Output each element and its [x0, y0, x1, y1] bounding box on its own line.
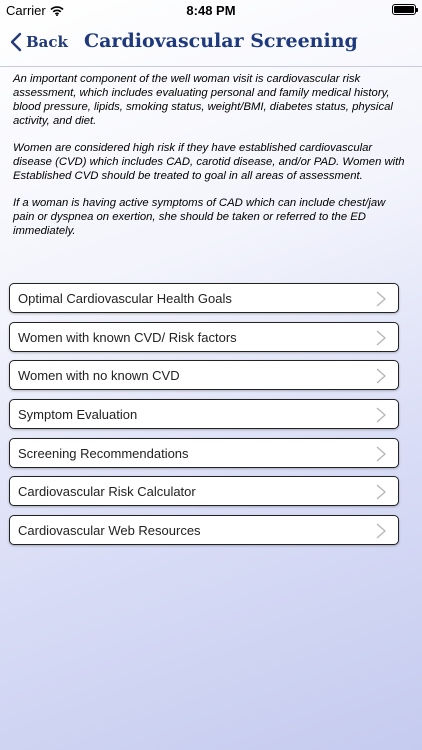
chevron-left-icon [10, 32, 22, 52]
chevron-right-icon [374, 523, 388, 539]
page-title: Cardiovascular Screening [84, 30, 358, 52]
battery-fill [394, 6, 414, 13]
status-time: 8:48 PM [186, 3, 236, 18]
menu-item-risk-calculator[interactable] [9, 476, 399, 506]
intro-text [13, 72, 409, 251]
chevron-right-icon [374, 291, 388, 307]
back-button[interactable] [10, 32, 68, 52]
menu-item-label: Women with no known CVD [18, 368, 180, 384]
battery-nub [416, 8, 418, 12]
menu-item-screening-recommendations[interactable] [9, 438, 399, 468]
intro-paragraph: An important component of the well woman visit is cardiovascular risk assessment, which includes evaluating personal and family medical history, blood pressure, lipids, smoking status, weight/BMI, diabetes status, physical activity, and diet. [13, 73, 393, 127]
menu-item-no-known-cvd[interactable] [9, 360, 399, 390]
navigation-bar [0, 20, 422, 67]
intro-paragraph: If a woman is having active symptoms of CAD which can include chest/jaw pain or dyspnea on exertion, she should be taken or referred to the ED immediately. [13, 197, 386, 237]
menu-item-symptom-evaluation[interactable] [9, 399, 399, 429]
chevron-right-icon [374, 446, 388, 462]
menu-item-label: Screening Recommendations [18, 445, 189, 461]
menu-item-label: Symptom Evaluation [18, 407, 138, 423]
chevron-right-icon [374, 484, 388, 500]
back-label: Back [26, 33, 68, 51]
menu-item-label: Optimal Cardiovascular Health Goals [18, 291, 232, 306]
menu-item-label: Cardiovascular Web Resources [18, 523, 201, 539]
chevron-right-icon [374, 407, 388, 423]
menu-item-web-resources[interactable] [9, 515, 399, 545]
menu-item-label: Women with known CVD/ Risk factors [18, 329, 237, 345]
carrier-label: Carrier [6, 3, 46, 18]
chevron-right-icon [374, 330, 388, 346]
status-bar [0, 0, 422, 20]
menu-item-known-cvd[interactable] [9, 322, 399, 352]
battery-icon [392, 4, 416, 15]
menu-item-label: Cardiovascular Risk Calculator [18, 484, 196, 500]
chevron-right-icon [374, 368, 388, 384]
menu-list [9, 283, 399, 554]
menu-item-optimal-health-goals[interactable] [9, 283, 399, 313]
intro-paragraph: Women are considered high risk if they have established cardiovascular disease (CVD) which includes CAD, carotid disease, and/or PAD. Women with Established CVD should be treated to goal in all areas of assessment. [13, 142, 405, 182]
